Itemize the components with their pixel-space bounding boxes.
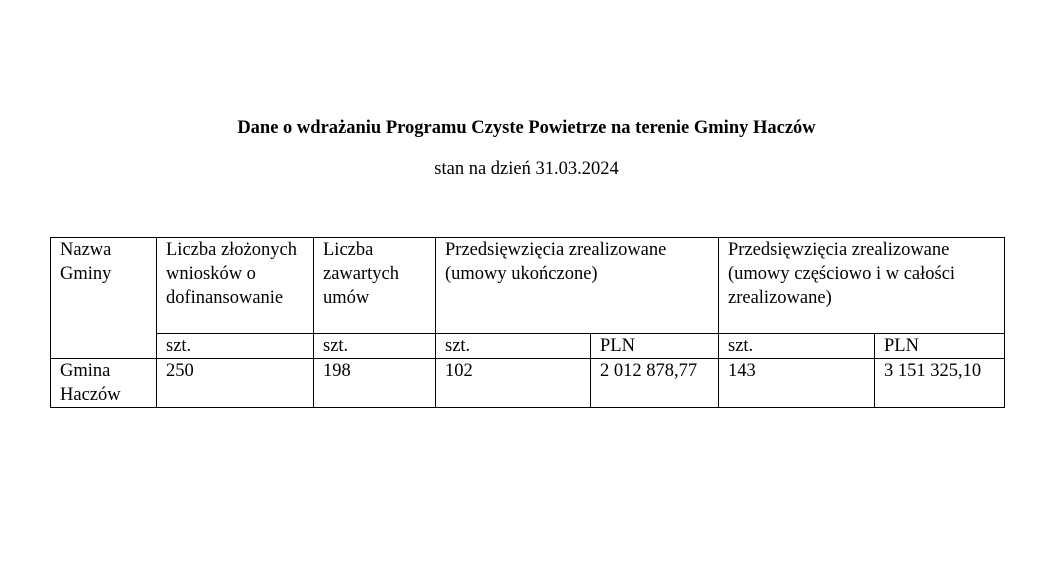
table-row bbox=[51, 359, 1005, 408]
cell-gmina: Gmina Haczów bbox=[51, 359, 157, 408]
header-nazwa-gminy: Nazwa Gminy bbox=[51, 238, 157, 359]
header-przedsiewziecia-czesciowo: Przedsięwzięcia zrealizowane (umowy częściowo i w całości zrealizowane) bbox=[719, 238, 1005, 334]
cell-ukonczone-pln: 2 012 878,77 bbox=[591, 359, 719, 408]
unit-czesciowo-szt: szt. bbox=[719, 334, 875, 359]
unit-ukonczone-pln: PLN bbox=[591, 334, 719, 359]
header-przedsiewziecia-ukonczone: Przedsięwzięcia zrealizowane (umowy ukończone) bbox=[436, 238, 719, 334]
cell-czesciowo-szt: 143 bbox=[719, 359, 875, 408]
cell-czesciowo-pln: 3 151 325,10 bbox=[875, 359, 1005, 408]
cell-zawarte: 198 bbox=[314, 359, 436, 408]
document-title: Dane o wdrażaniu Programu Czyste Powietrze na terenie Gminy Haczów bbox=[237, 118, 816, 138]
header-liczba-zlozonych-wnioskow: Liczba złożonych wniosków o dofinansowanie bbox=[157, 238, 314, 334]
unit-zawarte-szt: szt. bbox=[314, 334, 436, 359]
unit-czesciowo-pln: PLN bbox=[875, 334, 1005, 359]
table-header-row bbox=[51, 238, 1005, 334]
header-liczba-zawartych-umow: Liczba zawartych umów bbox=[314, 238, 436, 334]
table-units-row bbox=[51, 334, 1005, 359]
document-subtitle: stan na dzień 31.03.2024 bbox=[434, 159, 619, 179]
cell-ukonczone-szt: 102 bbox=[436, 359, 591, 408]
cell-zlozone: 250 bbox=[157, 359, 314, 408]
unit-zlozone-szt: szt. bbox=[157, 334, 314, 359]
program-data-table bbox=[50, 237, 1005, 408]
unit-ukonczone-szt: szt. bbox=[436, 334, 591, 359]
